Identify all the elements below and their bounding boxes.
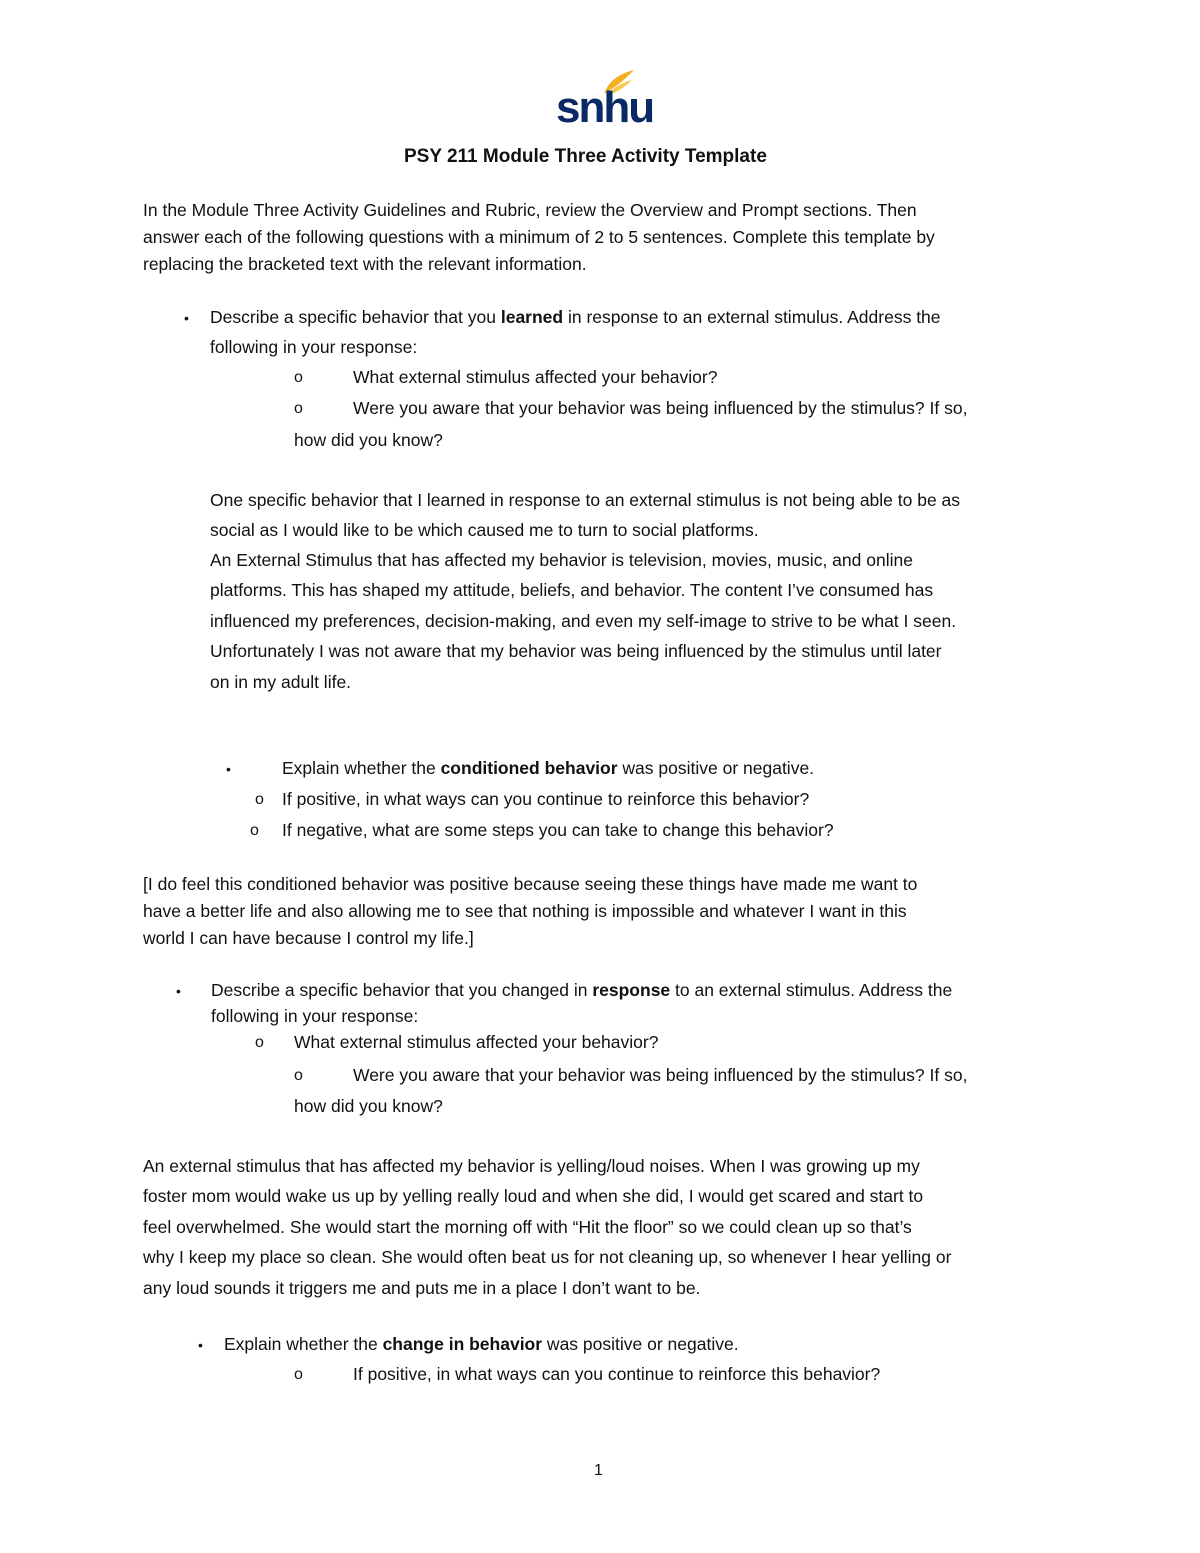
question-3-line: following in your response: [211,1006,419,1026]
question-text: was positive or negative. [542,1334,739,1354]
bullet-icon: • [184,310,189,326]
sub-bullet-icon: o [294,400,303,417]
answer-3-line: why I keep my place so clean. She would often beat us for not cleaning up, so whenever I hear yelling or [143,1247,952,1267]
snhu-logo [556,72,654,134]
question-1-line [210,309,941,327]
question-1-sub: how did you know? [294,430,443,450]
sub-bullet-icon: o [294,1366,303,1383]
page-number: 1 [594,1462,603,1479]
answer-1-line: on in my adult life. [210,672,352,692]
answer-3-line: An external stimulus that has affected my behavior is yelling/loud noises. When I was growing up my [143,1156,920,1176]
answer-1-line: social as I would like to be which caused me to turn to social platforms. [210,520,759,540]
answer-2-line: world I can have because I control my life.] [143,928,474,948]
question-text: Describe a specific behavior that you [210,307,501,327]
logo-wordmark: snhu [556,83,654,132]
question-text: Describe a specific behavior that you changed in [211,980,593,1000]
answer-1-line: Unfortunately I was not aware that my behavior was being influenced by the stimulus until later [210,641,942,661]
sub-bullet-icon: o [250,822,259,839]
question-1-sub: Were you aware that your behavior was being influenced by the stimulus? If so, [353,398,968,418]
question-4-line [224,1336,739,1354]
question-1-sub: What external stimulus affected your behavior? [353,367,718,387]
sub-bullet-icon: o [255,791,264,808]
question-3-sub: What external stimulus affected your behavior? [294,1032,659,1052]
sub-bullet-icon: o [255,1034,264,1051]
question-text: to an external stimulus. Address the [670,980,953,1000]
intro-line: replacing the bracketed text with the relevant information. [143,254,587,274]
answer-1-line: One specific behavior that I learned in response to an external stimulus is not being able to be as [210,490,961,510]
answer-2-line: [I do feel this conditioned behavior was positive because seeing these things have made me want to [143,874,918,894]
question-text: Explain whether the [282,758,441,778]
answer-3-line: any loud sounds it triggers me and puts me in a place I don’t want to be. [143,1278,701,1298]
question-3-sub: Were you aware that your behavior was being influenced by the stimulus? If so, [353,1065,968,1085]
question-3-line [211,982,952,1000]
answer-1-line: platforms. This has shaped my attitude, beliefs, and behavior. The content I’ve consumed has [210,580,934,600]
answer-3-line: foster mom would wake us up by yelling really loud and when she did, I would get scared and start to [143,1186,924,1206]
question-2-line [282,760,814,778]
question-text: in response to an external stimulus. Address the [563,307,941,327]
question-3-sub: how did you know? [294,1096,443,1116]
question-emphasis: conditioned behavior [440,758,618,778]
intro-line: answer each of the following questions with a minimum of 2 to 5 sentences. Complete this template by [143,227,935,247]
answer-1-line: An External Stimulus that has affected my behavior is television, movies, music, and online [210,550,913,570]
question-2-sub: If positive, in what ways can you continue to reinforce this behavior? [282,789,810,809]
question-emphasis: change in behavior [382,1334,543,1354]
question-2-sub: If negative, what are some steps you can take to change this behavior? [282,820,834,840]
bullet-icon: • [176,983,181,999]
bullet-icon: • [198,1337,203,1353]
question-1-line: following in your response: [210,337,418,357]
answer-2-line: have a better life and also allowing me to see that nothing is impossible and whatever I want in this [143,901,907,921]
answer-3-line: feel overwhelmed. She would start the morning off with “Hit the floor” so we could clean up so that’s [143,1217,912,1237]
answer-1-line: influenced my preferences, decision-making, and even my self-image to strive to be what I seen. [210,611,957,631]
bullet-icon: • [226,761,231,777]
question-text: was positive or negative. [617,758,815,778]
question-emphasis: learned [500,307,564,327]
question-text: Explain whether the [224,1334,383,1354]
sub-bullet-icon: o [294,1067,303,1084]
sub-bullet-icon: o [294,369,303,386]
page-title: PSY 211 Module Three Activity Template [404,146,767,167]
question-4-sub: If positive, in what ways can you continue to reinforce this behavior? [353,1364,881,1384]
question-emphasis: response [592,980,671,1000]
intro-line: In the Module Three Activity Guidelines and Rubric, review the Overview and Prompt sections. Then [143,200,917,220]
